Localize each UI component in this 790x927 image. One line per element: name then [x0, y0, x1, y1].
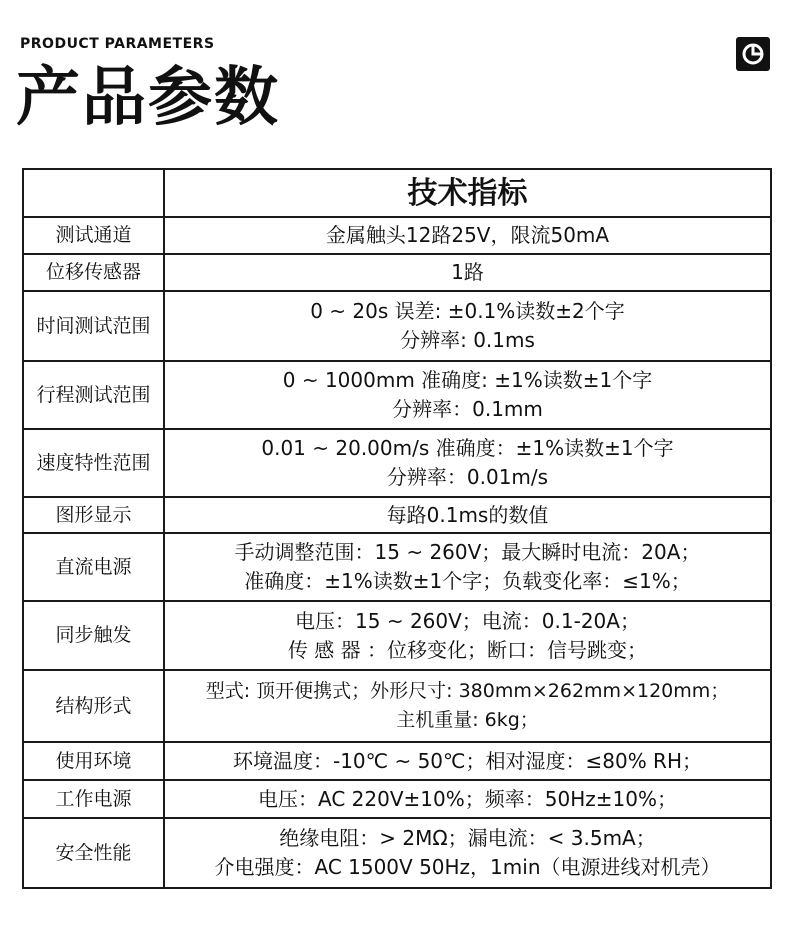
value-line: 环境温度：-10℃ ~ 50℃；相对湿度：≤80% RH； — [232, 748, 702, 773]
row-value — [164, 601, 771, 670]
row-value — [164, 818, 771, 888]
row-value — [164, 429, 771, 497]
value-line: 金属触头12路25V，限流50mA — [325, 223, 610, 247]
table-row — [23, 291, 771, 361]
page-title: 产品参数 — [16, 61, 280, 135]
value-line: 分辨率：0.1mm — [392, 397, 543, 421]
table-row — [23, 429, 771, 497]
table-header: 技术指标 — [164, 169, 771, 217]
row-label: 直流电源 — [23, 533, 164, 601]
value-line: 0.01 ~ 20.00m/s 准确度：±1%读数±1个字 — [261, 436, 674, 460]
spec-table — [22, 168, 772, 889]
table-row — [23, 670, 771, 742]
row-label: 速度特性范围 — [23, 429, 164, 497]
eyebrow-text: PRODUCT PARAMETERS — [20, 36, 215, 52]
value-line: 型式: 顶开便携式；外形尺寸: 380mm×262mm×120mm； — [205, 680, 730, 702]
table-row — [23, 217, 771, 254]
row-value — [164, 533, 771, 601]
value-line: 分辨率：0.01m/s — [386, 465, 549, 489]
row-label: 安全性能 — [23, 818, 164, 888]
table-row — [23, 818, 771, 888]
row-value — [164, 497, 771, 533]
value-line: 0 ~ 20s 误差: ±0.1%读数±2个字 — [310, 299, 625, 323]
value-line: 准确度：±1%读数±1个字；负载变化率：≤1%； — [244, 569, 691, 593]
row-value — [164, 217, 771, 254]
value-line: 介电强度：AC 1500V 50Hz，1min（电源进线对机壳） — [214, 855, 721, 879]
value-line: 主机重量: 6kg； — [396, 709, 539, 731]
row-label: 行程测试范围 — [23, 361, 164, 429]
row-label: 结构形式 — [23, 670, 164, 742]
row-value — [164, 291, 771, 361]
table-row — [23, 780, 771, 818]
row-value — [164, 254, 771, 291]
table-row — [23, 361, 771, 429]
table-row — [23, 254, 771, 291]
value-line: 0 ~ 1000mm 准确度: ±1%读数±1个字 — [282, 368, 653, 392]
value-line: 1路 — [451, 260, 484, 284]
value-line: 手动调整范围：15 ~ 260V；最大瞬时电流：20A； — [234, 540, 701, 564]
row-label: 工作电源 — [23, 780, 164, 818]
table-row — [23, 497, 771, 533]
row-value — [164, 670, 771, 742]
table-header-row — [23, 169, 771, 217]
table-row — [23, 601, 771, 670]
value-line: 绝缘电阻：> 2MΩ；漏电流：< 3.5mA； — [279, 826, 656, 850]
header-empty-cell — [23, 169, 164, 217]
row-label: 图形显示 — [23, 497, 164, 533]
row-label: 使用环境 — [23, 742, 164, 780]
row-label: 测试通道 — [23, 217, 164, 254]
value-line: 电压：15 ~ 260V；电流：0.1-20A； — [295, 608, 640, 633]
row-value — [164, 742, 771, 780]
row-label: 时间测试范围 — [23, 291, 164, 361]
row-label: 同步触发 — [23, 601, 164, 670]
row-label: 位移传感器 — [23, 254, 164, 291]
table-row — [23, 533, 771, 601]
pie-chart-icon — [736, 37, 770, 71]
value-line: 传 感 器 ：位移变化；断口：信号跳变； — [287, 637, 648, 662]
row-value — [164, 361, 771, 429]
value-line: 分辨率: 0.1ms — [400, 328, 535, 352]
row-value — [164, 780, 771, 818]
value-line: 每路0.1ms的数值 — [386, 502, 549, 527]
table-row — [23, 742, 771, 780]
value-line: 电压：AC 220V±10%；频率：50Hz±10%； — [258, 786, 677, 811]
